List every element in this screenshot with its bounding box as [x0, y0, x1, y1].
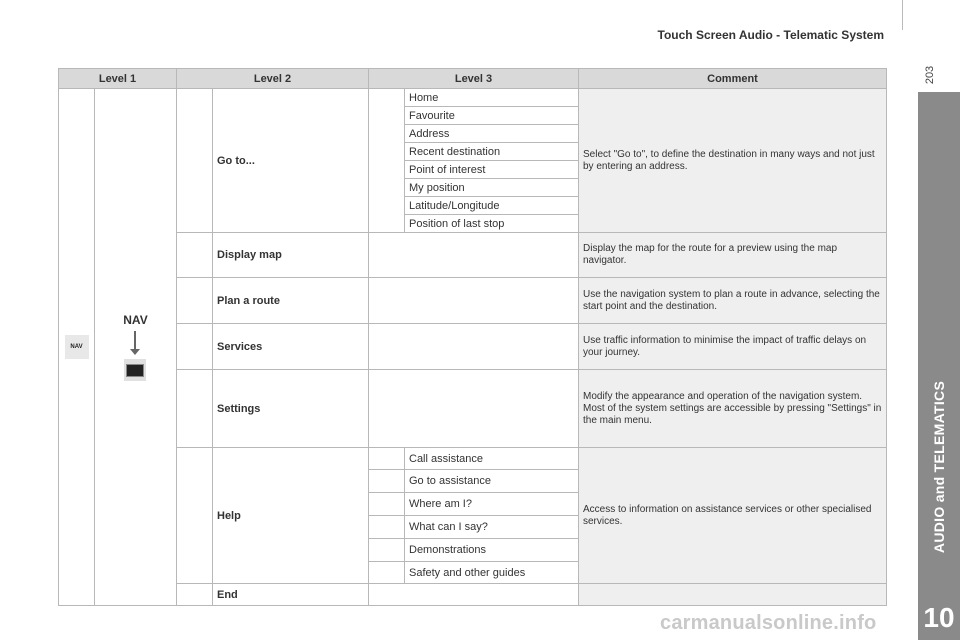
level3-item: Home — [405, 89, 579, 107]
table-row — [59, 584, 887, 606]
chapter-number: 10 — [923, 602, 955, 633]
level2-services: Services — [213, 324, 369, 370]
level3-item: Point of interest — [405, 161, 579, 179]
level3-item: Position of last stop — [405, 215, 579, 233]
column-header-level-3: Level 3 — [369, 69, 579, 89]
level2-display-map: Display map — [213, 233, 369, 278]
column-header-comment: Comment — [579, 69, 887, 89]
header-rule — [902, 0, 903, 30]
level3-item: What can I say? — [405, 516, 579, 539]
level1-label: NAV — [123, 313, 148, 327]
level2-help: Help — [213, 448, 369, 584]
chapter-title: AUDIO and TELEMATICS — [931, 380, 947, 554]
level3-item: Safety and other guides — [405, 562, 579, 584]
watermark: carmanualsonline.info — [660, 612, 877, 634]
table-row — [59, 233, 887, 278]
comment-settings: Modify the appearance and operation of the navigation system. Most of the system settings are accessible by pressing "Settings" in the main menu. — [579, 370, 887, 448]
page-header-title: Touch Screen Audio - Telematic System — [657, 28, 884, 42]
level3-item: Recent destination — [405, 143, 579, 161]
level3-item: Address — [405, 125, 579, 143]
level2-end: End — [213, 584, 369, 606]
comment-help: Access to information on assistance services or other specialised services. — [579, 448, 887, 584]
level2-go-to: Go to... — [213, 89, 369, 233]
level3-item: Go to assistance — [405, 470, 579, 493]
level1-icon-cell — [59, 89, 95, 606]
level3-item: My position — [405, 179, 579, 197]
level3-item: Demonstrations — [405, 539, 579, 562]
comment-end — [579, 584, 887, 606]
level3-item: Favourite — [405, 107, 579, 125]
level2-settings: Settings — [213, 370, 369, 448]
arrow-down-icon — [134, 331, 136, 351]
column-header-level-1: Level 1 — [59, 69, 177, 89]
level3-item: Call assistance — [405, 448, 579, 470]
table-row — [59, 370, 887, 448]
screen-icon — [124, 359, 146, 381]
chapter-side-tab — [918, 92, 960, 640]
column-header-level-2: Level 2 — [177, 69, 369, 89]
level3-item: Latitude/Longitude — [405, 197, 579, 215]
level2-plan-route: Plan a route — [213, 278, 369, 324]
table-row — [59, 448, 887, 470]
comment-go-to: Select "Go to", to define the destination in many ways and not just by entering an address. — [579, 89, 887, 233]
comment-plan-route: Use the navigation system to plan a route in advance, selecting the start point and the destination. — [579, 278, 887, 324]
table-row — [59, 89, 887, 107]
page-number: 203 — [924, 65, 937, 85]
comment-display-map: Display the map for the route for a preview using the map navigator. — [579, 233, 887, 278]
nav-badge-icon: NAV — [65, 335, 89, 359]
table-row — [59, 278, 887, 324]
table-header-row — [59, 69, 887, 89]
comment-services: Use traffic information to minimise the impact of traffic delays on your journey. — [579, 324, 887, 370]
level3-item: Where am I? — [405, 493, 579, 516]
nav-menu-table — [58, 68, 887, 606]
table-row — [59, 324, 887, 370]
level1-nav-cell — [95, 89, 177, 606]
